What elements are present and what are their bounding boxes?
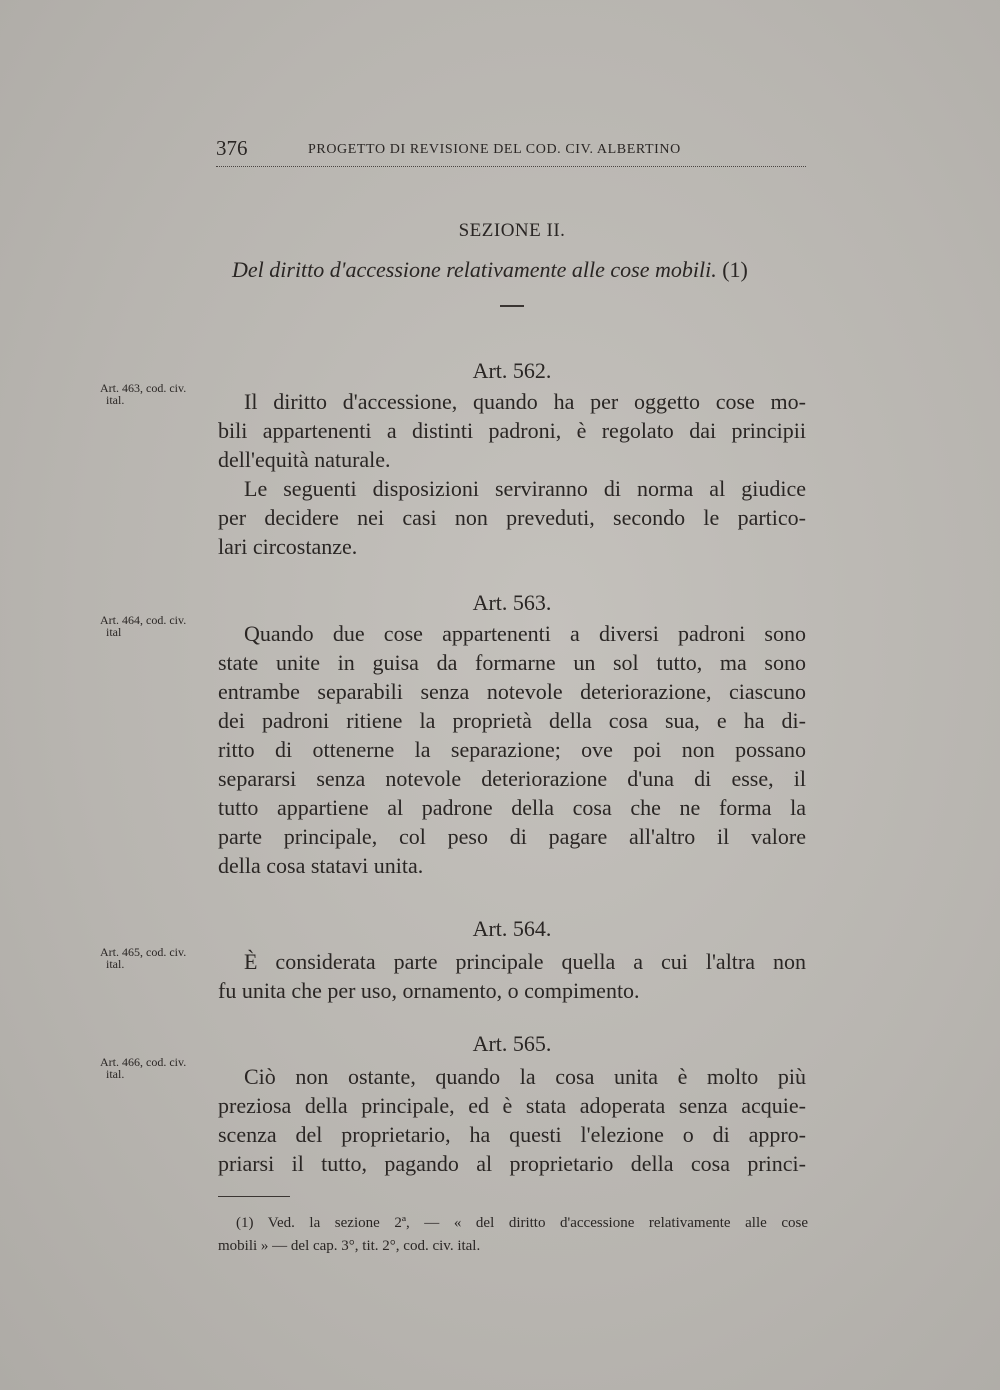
article-heading: Art. 565. xyxy=(472,1031,552,1056)
footnote xyxy=(218,1212,808,1258)
margin-note-line: ital. xyxy=(106,1067,125,1081)
article-body xyxy=(218,619,806,880)
section-subtitle xyxy=(232,257,748,283)
footnote-ref: (1) xyxy=(722,257,748,282)
page-number: 376 xyxy=(216,136,248,160)
article-body xyxy=(218,387,806,561)
text-line: parte principale, col peso di pagare all'altro il valore xyxy=(218,824,806,849)
margin-note xyxy=(100,946,210,970)
article-heading: Art. 562. xyxy=(472,358,552,383)
article-heading: Art. 563. xyxy=(472,590,552,615)
margin-note-line: Art. 465, cod. civ. xyxy=(100,945,187,959)
margin-note-line: Art. 463, cod. civ. xyxy=(100,381,187,395)
margin-note-line: ital xyxy=(106,625,122,639)
text-line: state unite in guisa da formarne un sol tutto, ma sono xyxy=(218,650,806,675)
article-body xyxy=(218,1062,806,1178)
text-line: ritto di ottenerne la separazione; ove poi non possano xyxy=(218,737,806,762)
footnote-rule xyxy=(218,1196,290,1197)
footnote-line: mobili » — del cap. 3°, tit. 2°, cod. civ. ital. xyxy=(218,1238,481,1254)
margin-note-line: ital. xyxy=(106,393,125,407)
section-title: SEZIONE II. xyxy=(458,220,566,241)
text-line: tutto appartiene al padrone della cosa che ne forma la xyxy=(218,795,806,820)
footnote-line: (1) Ved. la sezione 2ª, — « del diritto d'accessione relativamente alle cose xyxy=(236,1215,808,1231)
margin-note-line: Art. 466, cod. civ. xyxy=(100,1055,187,1069)
text-line: Quando due cose appartenenti a diversi padroni sono xyxy=(244,621,806,646)
page-header xyxy=(216,136,806,167)
margin-note-line: ital. xyxy=(106,957,125,971)
text-line: per decidere nei casi non preveduti, secondo le partico- xyxy=(218,505,806,530)
section-dash xyxy=(500,305,524,307)
text-line: priarsi il tutto, pagando al proprietario della cosa princi- xyxy=(218,1151,806,1176)
text-line: lari circostanze. xyxy=(218,534,358,559)
text-line: È considerata parte principale quella a cui l'altra non xyxy=(244,949,806,974)
margin-note-line: Art. 464, cod. civ. xyxy=(100,613,187,627)
text-line: scenza del proprietario, ha questi l'elezione o di appro- xyxy=(218,1122,806,1147)
running-head: PROGETTO DI REVISIONE DEL COD. CIV. ALBERTINO xyxy=(308,142,681,157)
text-line: Le seguenti disposizioni serviranno di norma al giudice xyxy=(244,476,806,501)
article-heading: Art. 564. xyxy=(472,916,552,941)
text-line: separarsi senza notevole deteriorazione d'una di esse, il xyxy=(218,766,806,791)
text-line: dell'equità naturale. xyxy=(218,447,391,472)
article-body xyxy=(218,947,806,1005)
text-line: preziosa della principale, ed è stata adoperata senza acquie- xyxy=(218,1093,806,1118)
margin-note xyxy=(100,1056,210,1080)
margin-note xyxy=(100,382,210,406)
margin-note xyxy=(100,614,210,638)
text-line: dei padroni ritiene la proprietà della cosa sua, e ha di- xyxy=(218,708,806,733)
text-line: entrambe separabili senza notevole deteriorazione, ciascuno xyxy=(218,679,806,704)
section-subtitle-text: Del diritto d'accessione relativamente alle cose mobili. xyxy=(232,257,717,282)
text-line: Ciò non ostante, quando la cosa unita è molto più xyxy=(244,1064,806,1089)
text-line: bili appartenenti a distinti padroni, è regolato dai principii xyxy=(218,418,806,443)
text-line: Il diritto d'accessione, quando ha per oggetto cose mo- xyxy=(244,389,806,414)
text-line: della cosa statavi unita. xyxy=(218,853,424,878)
text-line: fu unita che per uso, ornamento, o compimento. xyxy=(218,978,640,1003)
